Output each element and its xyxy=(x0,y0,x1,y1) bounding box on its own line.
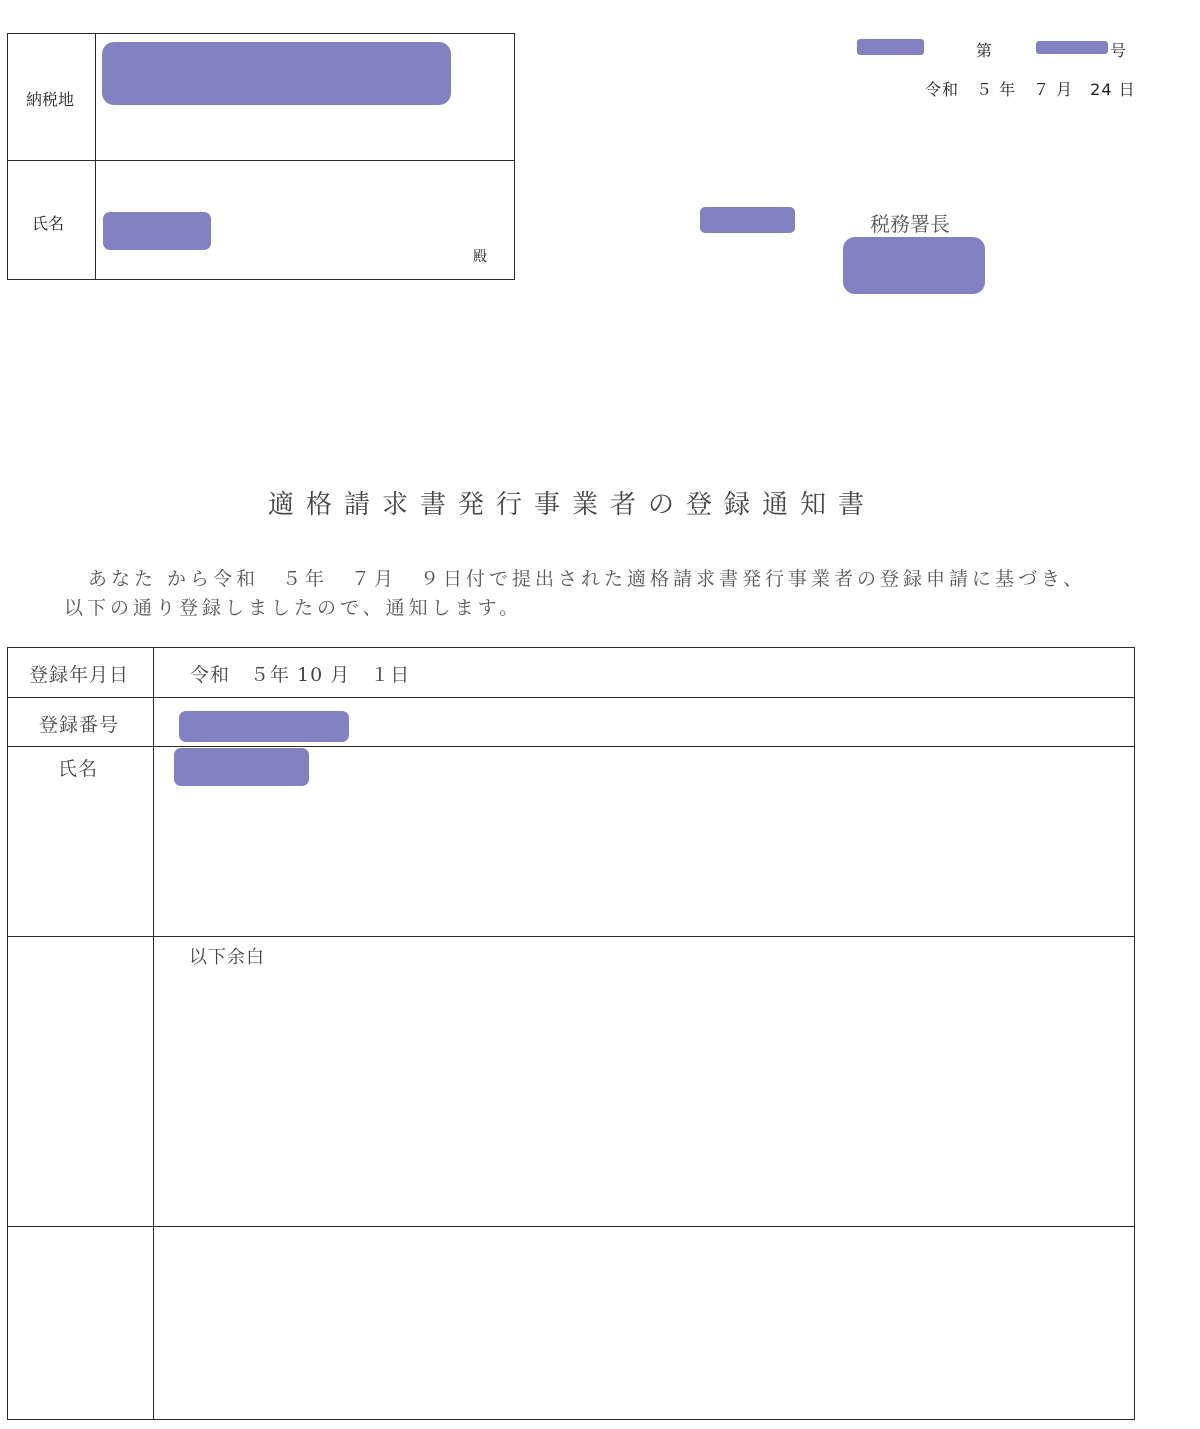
issuer-name-redaction xyxy=(843,237,985,294)
registration-table-row-divider xyxy=(7,1226,1135,1227)
registration-date-value: 令和 ５年 10 月 １日 xyxy=(190,664,411,686)
addressee-box-divider-vertical xyxy=(95,33,96,280)
registration-table-row-divider xyxy=(7,746,1135,747)
notice-number-prefix: 第 xyxy=(976,41,993,60)
registration-table-row-divider xyxy=(7,697,1135,698)
notice-number-redaction xyxy=(1036,41,1108,54)
addressee-box-divider-horizontal xyxy=(7,160,515,161)
notice-number-suffix: 号 xyxy=(1110,41,1127,60)
body-text-line-2: 以下の通り登録しましたので、通知します。 xyxy=(64,597,523,619)
registrant-name-label: 氏名 xyxy=(58,758,99,780)
issuer-title: 税務署長 xyxy=(870,212,950,236)
registrant-name-redaction xyxy=(174,748,309,786)
registration-date-label: 登録年月日 xyxy=(29,664,130,686)
registration-number-label: 登録番号 xyxy=(39,714,120,736)
notice-date: 令和 ５ 年 ７ 月 24 日 xyxy=(925,80,1136,99)
honorific: 殿 xyxy=(473,249,487,265)
body-text-line-1: あなた から令和 ５年 ７月 ９日付で提出された適格請求書発行事業者の登録申請に基づき、 xyxy=(88,568,1087,590)
addressee-name-label: 氏名 xyxy=(32,214,65,233)
remainder-blank-note: 以下余白 xyxy=(189,947,265,968)
office-code-redaction xyxy=(857,39,924,55)
tax-address-label: 納税地 xyxy=(26,90,75,109)
tax-office-name-redaction xyxy=(700,207,795,233)
registration-table-column-divider xyxy=(153,647,154,1420)
document-title: 適格請求書発行事業者の登録通知書 xyxy=(267,490,876,520)
registration-number-redaction xyxy=(179,711,349,742)
registration-table-row-divider xyxy=(7,936,1135,937)
addressee-name-redaction xyxy=(103,212,211,250)
tax-address-redaction xyxy=(102,42,451,105)
